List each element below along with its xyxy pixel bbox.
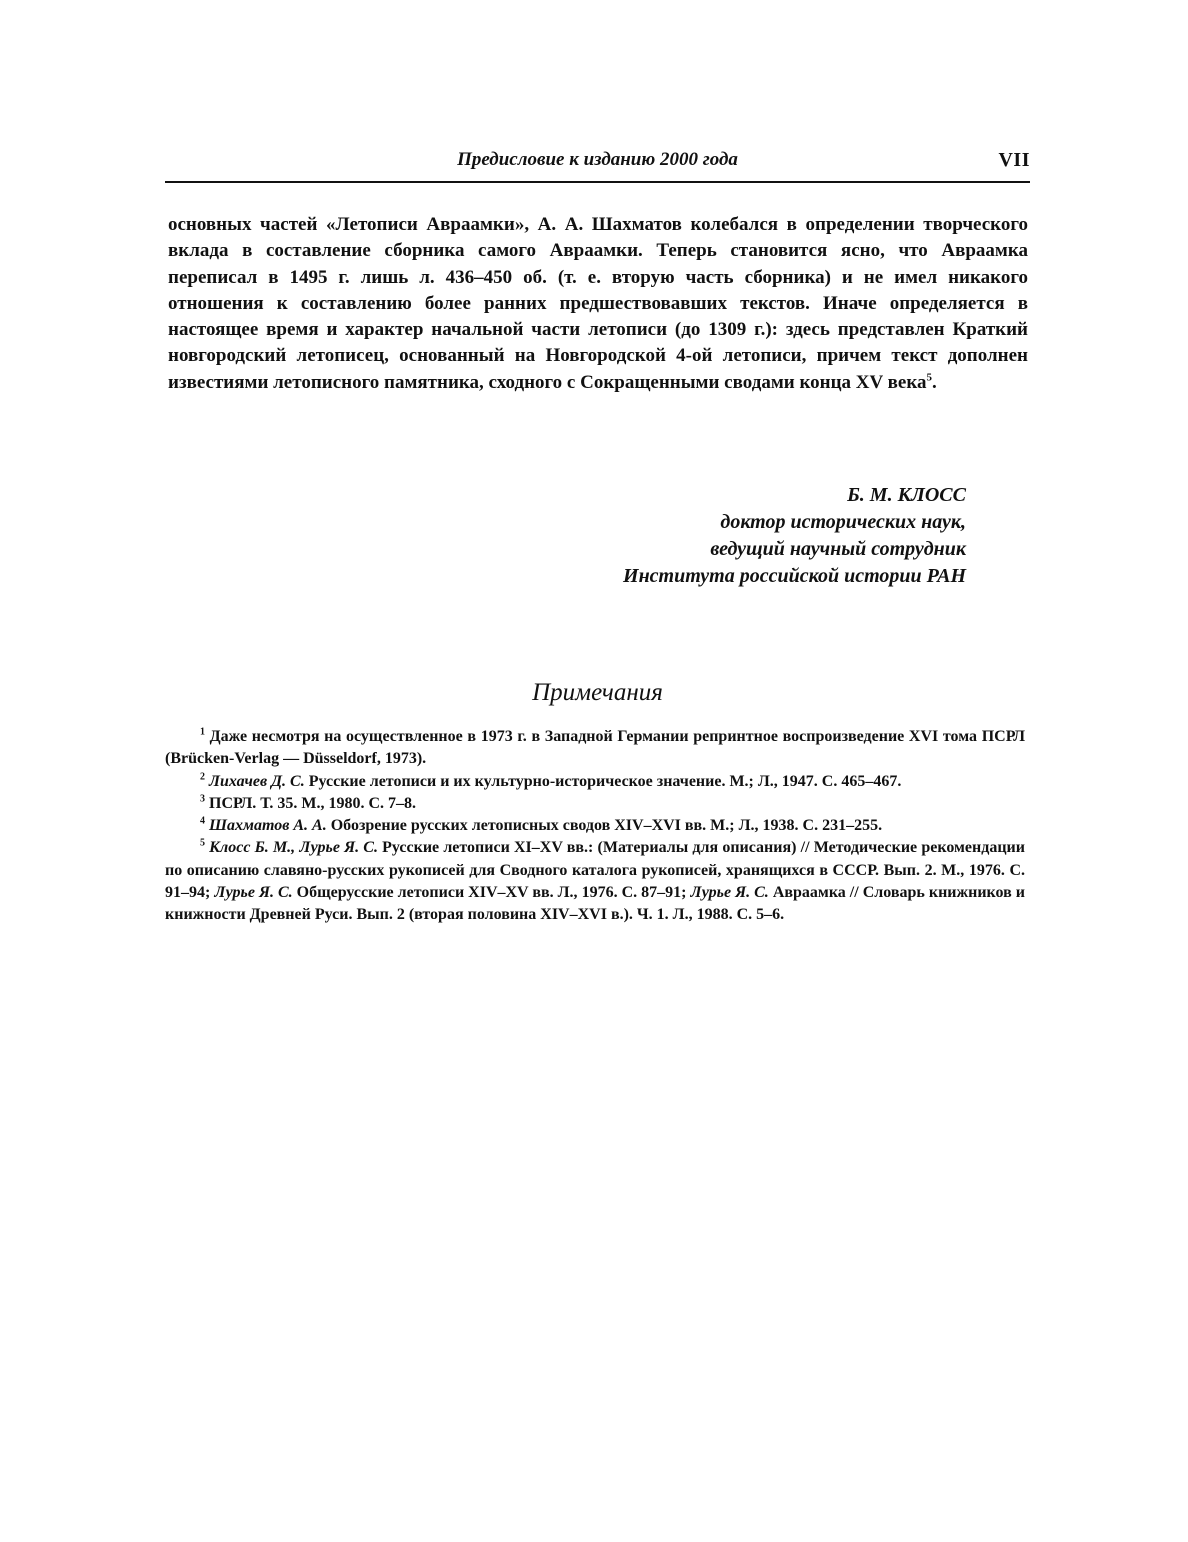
note-text: Даже несмотря на осуществленное в 1973 г. в Западной Германии репринтное воспроизведение XVI тома ПСРЛ (Brücken-Verlag — Düsseldorf, 1973). bbox=[165, 728, 1025, 768]
note-author: Лурье Я. С. bbox=[690, 884, 769, 902]
note-item bbox=[165, 815, 1025, 837]
body-paragraph bbox=[168, 212, 1028, 396]
header-rule bbox=[165, 181, 1030, 183]
notes-list bbox=[165, 726, 1025, 927]
note-text: Русские летописи XI–XV вв.: (Материалы для описания) // Методические рекомендации по описанию славяно-русских рукописей для Сводного каталога рукописей, хранящихся в СССР. Вып. 2. М., 1976. С. 91–94; bbox=[165, 839, 1025, 902]
notes-heading: Примечания bbox=[532, 679, 663, 706]
note-text: Авраамка // Словарь книжников и книжности Древней Руси. Вып. 2 (вторая половина XIV–XVI в.). Ч. 1. Л., 1988. С. 5–6. bbox=[165, 884, 1026, 924]
note-text: Общерусские летописи XIV–XV вв. Л., 1976. С. 87–91; bbox=[292, 884, 691, 902]
note-number: 2 bbox=[200, 771, 205, 783]
body-paragraph-text: основных частей «Летописи Авраамки», А. А. Шахматов колебался в определении творческого вклада в составление сборника самого Авраамки. Теперь становится ясно, что Авраамка переписал в 1495 г. лишь л. 436–450 об. (т. е. вторую часть сборника) и не имел никакого отношения к составлению более ранних предшествовавших текстов. Иначе определяется в настоящее время и характер начальной части летописи (до 1309 г.): здесь представлен Краткий новгородский летописец, основанный на Новгородской 4-ой летописи, причем текст дополнен известиями летописного памятника, сходного с Сокращенными сводами конца XV века bbox=[168, 214, 1028, 393]
note-item bbox=[165, 771, 1025, 793]
note-author: Клосс Б. М., Лурье Я. С. bbox=[209, 839, 378, 857]
signature-name: Б. М. КЛОСС bbox=[847, 484, 966, 506]
footnote-ref-5[interactable]: 5 bbox=[926, 371, 932, 384]
body-paragraph-end: . bbox=[932, 371, 937, 393]
note-item bbox=[165, 837, 1025, 926]
note-item bbox=[165, 793, 1025, 815]
note-item bbox=[165, 726, 1025, 771]
note-number: 5 bbox=[200, 838, 205, 850]
author-signature bbox=[623, 482, 966, 590]
note-text: Обозрение русских летописных сводов XIV–XVI вв. М.; Л., 1938. С. 231–255. bbox=[326, 817, 883, 835]
running-header bbox=[165, 146, 1030, 176]
note-number: 4 bbox=[200, 815, 205, 827]
note-text: Русские летописи и их культурно-историческое значение. М.; Л., 1947. С. 465–467. bbox=[304, 772, 902, 790]
note-number: 3 bbox=[200, 793, 205, 805]
signature-degree: доктор исторических наук, bbox=[720, 511, 966, 533]
note-number: 1 bbox=[200, 726, 205, 738]
note-author: Лихачев Д. С. bbox=[209, 772, 305, 790]
note-author: Лурье Я. С. bbox=[214, 884, 293, 902]
note-text: ПСРЛ. Т. 35. М., 1980. С. 7–8. bbox=[209, 794, 417, 812]
page-number: VII bbox=[998, 149, 1030, 171]
running-title: Предисловие к изданию 2000 года bbox=[457, 149, 738, 170]
note-author: Шахматов А. А. bbox=[209, 817, 327, 835]
signature-institution: Института российской истории РАН bbox=[623, 565, 966, 587]
signature-position: ведущий научный сотрудник bbox=[710, 538, 966, 560]
